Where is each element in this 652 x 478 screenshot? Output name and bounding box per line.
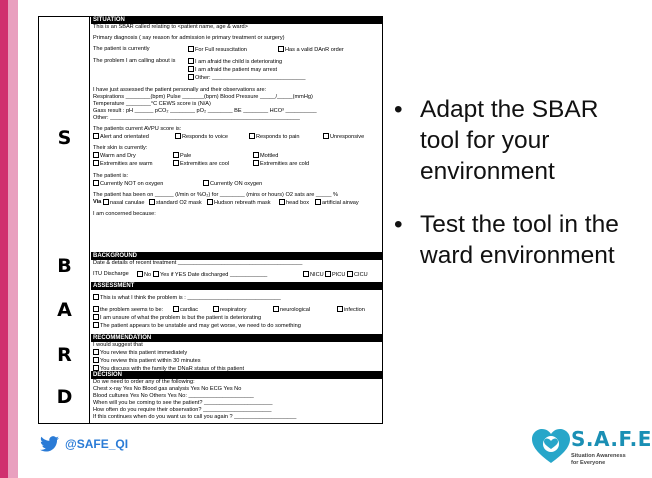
sbar-form <box>38 16 383 424</box>
bullet-dot: • <box>394 96 403 123</box>
nicu-checkbox[interactable] <box>303 271 309 277</box>
recent-treatment-line[interactable]: Date & details of recent treatment ________________________________________ <box>93 260 303 266</box>
unstable-checkbox[interactable] <box>93 322 99 328</box>
sbar-letter-column <box>39 17 90 423</box>
deteriorating-checkbox[interactable] <box>188 58 194 64</box>
twitter-icon <box>40 436 59 452</box>
review-immediately-checkbox[interactable] <box>93 349 99 355</box>
tests-row-1[interactable]: Chest x-ray Yes No Blood gas analysis Yes No ECG Yes No <box>93 386 242 393</box>
respirations-line[interactable]: Respirations ________(bpm) Pulse _______(bpm) Blood Pressure _____/_____(mmHg) <box>93 93 313 100</box>
unsure-checkbox[interactable] <box>93 314 99 320</box>
extremities-warm-checkbox[interactable] <box>93 160 99 166</box>
logo-tagline-line-2: for Everyone <box>571 459 606 466</box>
safe-logo <box>531 425 652 471</box>
skin-label: Their skin is currently: <box>93 145 148 152</box>
observation-frequency-line[interactable]: How often do you require their observation? ______________________ <box>93 407 272 414</box>
recommendation-section: RECOMMENDATION I would suggest that You review this patient immediately You review this patient within 30 minutes You discuss with the family the DNaR status of this patient <box>91 335 382 372</box>
decision-section <box>91 372 382 425</box>
other-obs-line[interactable]: Other: _____________________________________________________________ <box>93 114 300 121</box>
assessment-header: ASSESSMENT <box>91 283 382 290</box>
calling-about-row: The problem I am calling about is I am afraid the child is deteriorating <box>93 58 283 66</box>
itu-discharge-row: ITU Discharge No Yes if YES Date discharged ____________ NICU PICU CICU <box>93 271 368 279</box>
via-headbox-checkbox[interactable] <box>279 199 285 205</box>
neurological-checkbox[interactable] <box>273 306 279 312</box>
full-resus-checkbox[interactable] <box>188 46 194 52</box>
skin-mottled-checkbox[interactable] <box>253 152 259 158</box>
think-problem-line[interactable]: This is what I think the problem is : ______________________________ <box>100 295 281 301</box>
situation-section: SITUATION This is an SBAR called relating to <patient name, age & ward> Primary diagnosis ( say reason for admission ie primary treatment or surgery) The patient is currently For Full resuscitation Has a valid DAnR order The problem I am calling about is I am afraid the child is deteriorating I am afraid the patient may arrest Other: ______________________________ I have just assessed the patient personally and their observations are: Respirations ________(bpm) Pulse _______(bpm) Blood Pressure _____/_____(mmHg) Temperature ________°C CEWS score is (N/A) Gass result : pH ______ pCO₂ ________ pO₂ ________ BE ________ HCO³ __________ Other: _____________________________________________________________ The patients current AVPU score is: Alert and orientated Responds to voice Responds to pain Unresponsive Their skin is currently: Warm and Dry Pale Mottled Extremities are warm Extremities are cool Extremities are cold The patient is: Currently NOT on oxygen Currently ON oxygen The patient has been on ______ (l/min or %O₂) for ________ (mins or hours) O2 sats are _____ % Via nasal canulae standard O2 mask Hudson rebreath mask head box artificial airway I am concerned because: <box>91 17 382 253</box>
extremities-cold-checkbox[interactable] <box>253 160 259 166</box>
coming-to-see-line[interactable]: When will you be coming to see the patient? ______________________ <box>93 400 273 407</box>
logo-tagline <box>571 453 626 466</box>
letter-r: R <box>57 344 72 366</box>
bullet-text: Test the tool in the ward environment <box>420 211 619 269</box>
tests-row-2[interactable]: Blood cultures Yes No Others Yes No: _____________________ <box>93 393 254 400</box>
assessment-section: ASSESSMENT This is what I think the problem is : ______________________________ the problem seems to be: cardiac respiratory neurological infection I am unsure of what the problem is but the patient is deteriorating The patient appears to be unstable and may get worse, we need to do something <box>91 283 382 335</box>
itu-yes-checkbox[interactable] <box>153 271 159 277</box>
left-accent-stripe <box>0 0 18 478</box>
bullet-list <box>394 94 634 271</box>
resus-status-row: The patient is currently For Full resuscitation Has a valid DAnR order <box>93 46 344 54</box>
problem-type-row: the problem seems to be: cardiac respiratory neurological infection <box>91 306 382 314</box>
not-on-oxygen-checkbox[interactable] <box>93 180 99 186</box>
avpu-alert-checkbox[interactable] <box>93 133 99 139</box>
respiratory-checkbox[interactable] <box>213 306 219 312</box>
via-hudson-checkbox[interactable] <box>207 199 213 205</box>
call-again-line[interactable]: If this continues when do you want us to call you again ? ____________________ <box>93 414 297 421</box>
order-question: Do we need to order any of the following: <box>93 379 195 385</box>
letter-d: D <box>56 386 73 408</box>
skin-row-1: Warm and Dry Pale Mottled <box>91 152 382 160</box>
bullet-text: Adapt the SBAR tool for your environment <box>420 96 599 185</box>
patient-is-label: The patient is: <box>93 172 129 179</box>
background-header: BACKGROUND <box>91 253 382 260</box>
letter-b: B <box>57 255 72 277</box>
via-airway-checkbox[interactable] <box>315 199 321 205</box>
heart-logo-icon <box>531 427 571 467</box>
letter-s: S <box>57 127 72 149</box>
recommendation-header: RECOMMENDATION <box>91 335 382 342</box>
bullet-dot: • <box>394 211 403 238</box>
extremities-cool-checkbox[interactable] <box>173 160 179 166</box>
infection-checkbox[interactable] <box>337 306 343 312</box>
itu-no-checkbox[interactable] <box>137 271 143 277</box>
avpu-unresponsive-checkbox[interactable] <box>323 133 329 139</box>
situation-header: SITUATION <box>91 17 382 24</box>
situation-intro: This is an SBAR called relating to <patient name, age & ward> <box>93 24 248 30</box>
skin-warm-dry-checkbox[interactable] <box>93 152 99 158</box>
arrest-checkbox[interactable] <box>188 66 194 72</box>
bullet-item <box>394 94 634 187</box>
temperature-line[interactable]: Temperature ________°C CEWS score is (N/A) <box>93 100 211 107</box>
picu-checkbox[interactable] <box>325 271 331 277</box>
twitter-handle[interactable] <box>40 436 128 452</box>
logo-tagline-line-1: Situation Awareness <box>571 453 626 459</box>
skin-pale-checkbox[interactable] <box>173 152 179 158</box>
seems-checkbox[interactable] <box>93 306 99 312</box>
other-problem-checkbox[interactable] <box>188 74 194 80</box>
background-section <box>91 253 382 283</box>
via-mask-checkbox[interactable] <box>149 199 155 205</box>
assessed-statement: I have just assessed the patient personally and their observations are: <box>93 86 267 93</box>
primary-diagnosis: Primary diagnosis ( say reason for admission ie primary treatment or surgery) <box>93 35 285 42</box>
think-problem-checkbox[interactable] <box>93 294 99 300</box>
avpu-voice-checkbox[interactable] <box>175 133 181 139</box>
gas-result-line[interactable]: Gass result : pH ______ pCO₂ ________ pO₂ ________ BE ________ HCO³ __________ <box>93 107 317 114</box>
bullet-item <box>394 209 634 271</box>
cardiac-checkbox[interactable] <box>173 306 179 312</box>
discuss-dnar-checkbox[interactable] <box>93 365 99 371</box>
suggest-label: I would suggest that <box>93 342 143 348</box>
via-nasal-checkbox[interactable] <box>103 199 109 205</box>
avpu-label: The patients current AVPU score is: <box>93 126 182 133</box>
oxygen-via-row: Via nasal canulae standard O2 mask Hudson rebreath mask head box artificial airway <box>93 198 359 206</box>
oxygen-row: Currently NOT on oxygen Currently ON oxygen <box>91 180 382 188</box>
handle-text: @SAFE_QI <box>65 437 129 451</box>
concerned-because[interactable]: I am concerned because: <box>93 210 156 217</box>
oxygen-duration-line[interactable]: The patient has been on ______ (l/min or %O₂) for ________ (mins or hours) O2 sats are _____ % <box>93 191 339 198</box>
avpu-pain-checkbox[interactable] <box>249 133 255 139</box>
sbar-form-content <box>91 17 382 423</box>
logo-brand-text: S.A.F.E <box>571 427 652 451</box>
on-oxygen-checkbox[interactable] <box>203 180 209 186</box>
cicu-checkbox[interactable] <box>347 271 353 277</box>
decision-header: DECISION <box>91 372 382 379</box>
skin-row-2: Extremities are warm Extremities are cool Extremities are cold <box>91 160 382 168</box>
letter-a: A <box>57 299 72 321</box>
review-30-min-checkbox[interactable] <box>93 357 99 363</box>
avpu-options: Alert and orientated Responds to voice Responds to pain Unresponsive <box>91 133 382 141</box>
dnar-checkbox[interactable] <box>278 46 284 52</box>
